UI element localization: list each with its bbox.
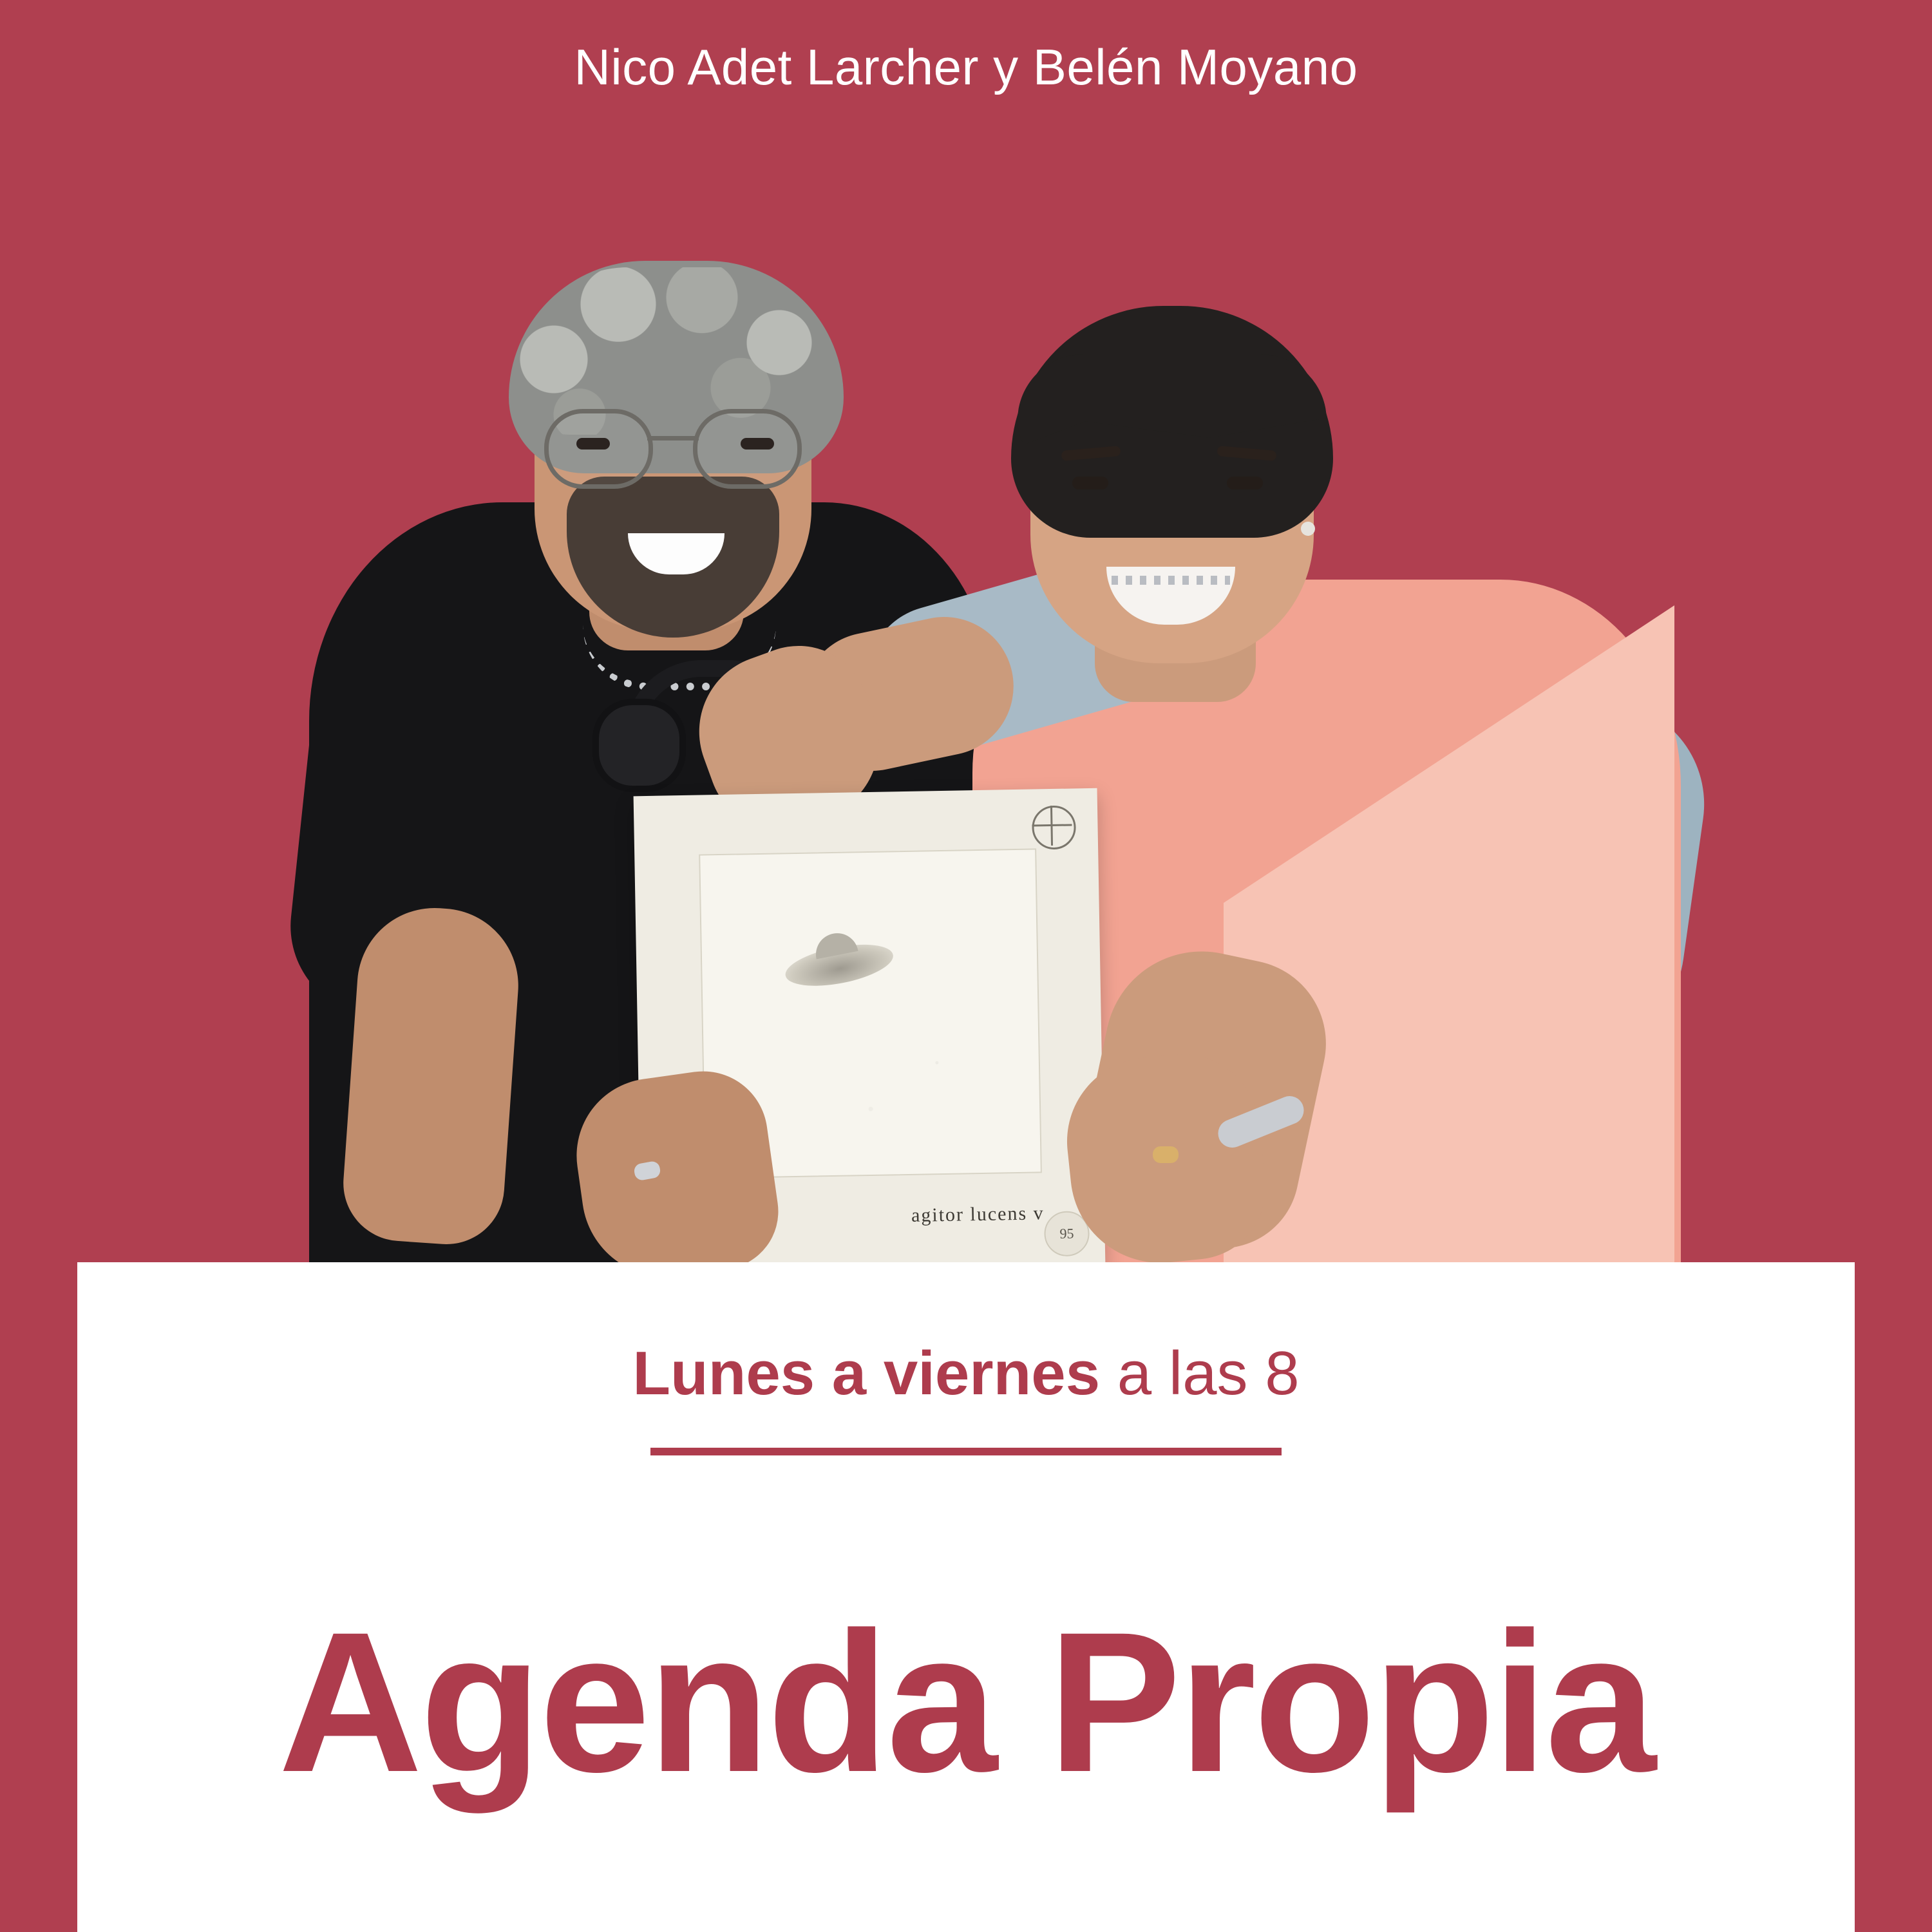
- show-title: Agenda Propia: [278, 1590, 1654, 1814]
- man-left-eye: [576, 438, 610, 450]
- schedule-days: Lunes a viernes: [632, 1339, 1101, 1408]
- schedule-line: [77, 1340, 1855, 1408]
- caption-card: [77, 1262, 1855, 1932]
- schedule-time: a las 8: [1100, 1339, 1300, 1408]
- woman-ring: [1153, 1146, 1179, 1163]
- headphones-left-cup: [592, 699, 686, 792]
- man-left-arm: [339, 903, 524, 1248]
- earring: [1301, 522, 1315, 536]
- man-right-eye: [741, 438, 774, 450]
- record-label-logo: [1032, 805, 1076, 849]
- hosts-photo: [0, 116, 1932, 1294]
- credit-line: Nico Adet Larcher y Belén Moyano: [574, 39, 1358, 95]
- divider-rule: [650, 1448, 1282, 1455]
- glasses-bridge: [647, 436, 699, 440]
- sleeve-title: agitor lucens v: [911, 1202, 1045, 1226]
- woman-left-eye: [1072, 477, 1108, 489]
- sleeve-badge: 95: [1044, 1211, 1090, 1256]
- woman-right-eye: [1227, 477, 1263, 489]
